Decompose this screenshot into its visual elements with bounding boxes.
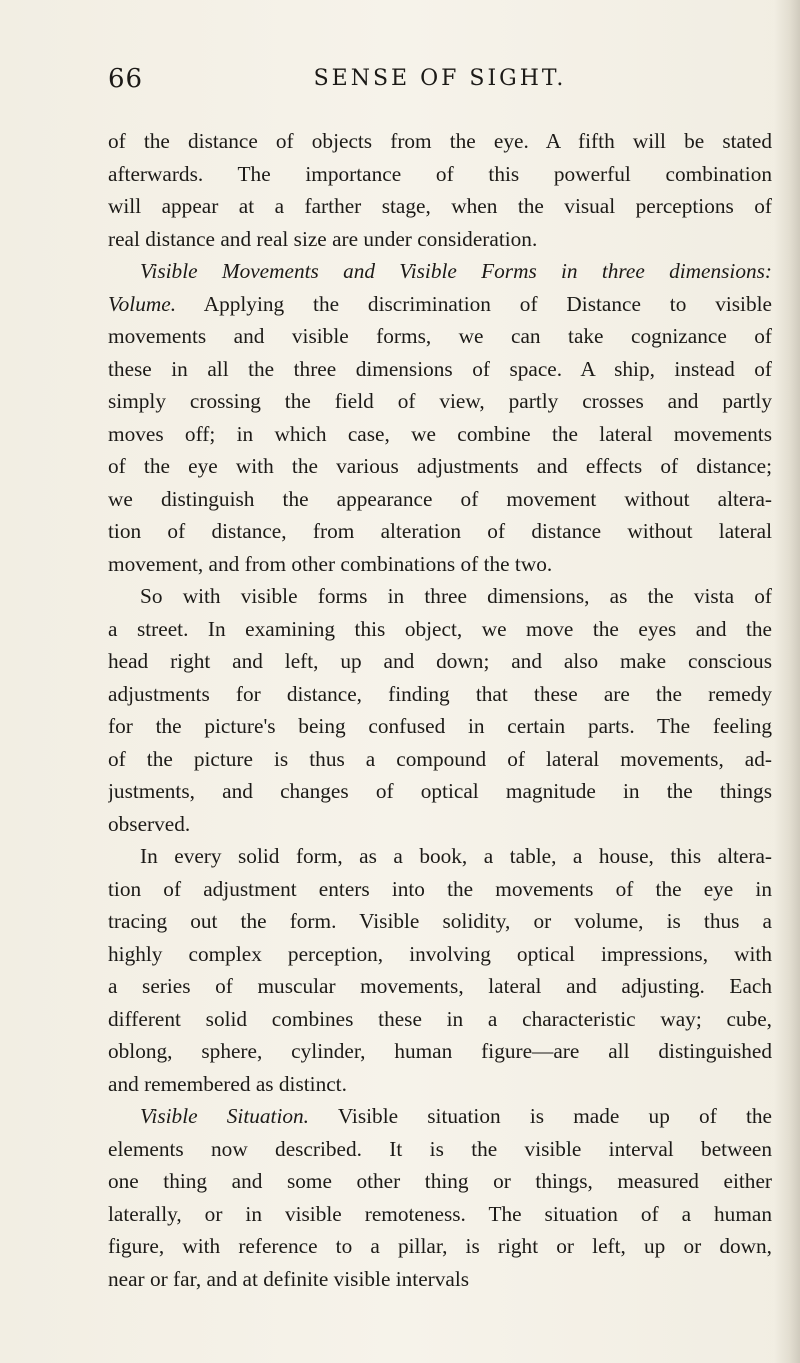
text-line <box>108 678 772 711</box>
text-line <box>108 873 772 906</box>
running-title: SENSE OF SIGHT. <box>313 66 567 91</box>
text-line <box>108 970 772 1003</box>
line-text: Applying the discrimination of Distance to visible <box>176 291 772 316</box>
line-text: one thing and some other thing or things, measured either <box>108 1169 772 1193</box>
page-number: 66 <box>108 64 144 94</box>
line-text: real distance and real size are under consideration. <box>108 226 538 251</box>
text-line <box>108 288 772 321</box>
text-line <box>108 353 772 386</box>
line-text: and remembered as distinct. <box>108 1071 347 1096</box>
text-line <box>108 320 772 353</box>
line-text: In every solid form, as a book, a table, a house, this altera- <box>140 844 772 868</box>
page-header <box>108 64 772 104</box>
line-text: adjustments for distance, finding that these are the remedy <box>108 681 772 706</box>
line-text: of the picture is thus a compound of lateral movements, ad- <box>108 746 772 771</box>
text-line <box>108 548 772 581</box>
text-line <box>108 905 772 938</box>
text-line <box>108 580 772 613</box>
line-text: simply crossing the field of view, partly crosses and partly <box>108 389 772 413</box>
text-line <box>108 840 772 873</box>
line-text: laterally, or in visible remoteness. The situation of a human <box>108 1201 772 1226</box>
line-text: will appear at a farther stage, when the visual perceptions of <box>108 194 772 218</box>
text-line <box>108 645 772 678</box>
line-text: oblong, sphere, cylinder, human figure—are all distinguished <box>108 1039 772 1063</box>
text-line <box>108 1263 772 1296</box>
text-line <box>108 1100 772 1133</box>
line-text: tracing out the form. Visible solidity, or volume, is thus a <box>108 909 772 933</box>
italic-heading: Visible Movements and Visible Forms in three dimensions: <box>140 259 772 283</box>
text-line <box>108 515 772 548</box>
line-text: figure, with reference to a pillar, is right or left, up or down, <box>108 1234 772 1258</box>
line-text: head right and left, up and down; and also make conscious <box>108 649 772 673</box>
text-line <box>108 1133 772 1166</box>
text-line <box>108 418 772 451</box>
text-line <box>108 158 772 191</box>
text-line <box>108 710 772 743</box>
page-edge-shadow <box>774 0 800 1363</box>
line-text: we distinguish the appearance of movement without altera- <box>108 486 772 511</box>
text-line <box>108 255 772 288</box>
line-text: observed. <box>108 811 191 836</box>
line-text: movement, and from other combinations of the two. <box>108 551 553 576</box>
text-line <box>108 775 772 808</box>
text-line <box>108 808 772 841</box>
line-text: tion of adjustment enters into the movements of the eye in <box>108 876 772 901</box>
line-text: for the picture's being confused in certain parts. The feeling <box>108 714 772 738</box>
line-text: afterwards. The importance of this powerful combination <box>108 161 772 186</box>
line-text: these in all the three dimensions of space. A ship, instead of <box>108 356 772 381</box>
text-line <box>108 125 772 158</box>
text-line <box>108 1198 772 1231</box>
line-text: of the distance of objects from the eye. A fifth will be stated <box>108 129 772 153</box>
line-text: tion of distance, from alteration of distance without lateral <box>108 519 772 543</box>
text-line <box>108 1003 772 1036</box>
text-line <box>108 450 772 483</box>
text-line <box>108 483 772 516</box>
text-line <box>108 743 772 776</box>
text-line <box>108 1230 772 1263</box>
text-line <box>108 938 772 971</box>
line-text: highly complex perception, involving optical impressions, with <box>108 941 772 966</box>
text-line <box>108 1165 772 1198</box>
body-text <box>108 125 772 1295</box>
text-line <box>108 613 772 646</box>
italic-heading: Volume. <box>108 291 177 316</box>
line-text: a series of muscular movements, lateral and adjusting. Each <box>108 974 772 998</box>
italic-heading: Visible Situation. <box>140 1104 310 1128</box>
text-line <box>108 385 772 418</box>
line-text: Visible situation is made up of the <box>309 1104 772 1128</box>
line-text: moves off; in which case, we combine the lateral movements <box>108 421 772 446</box>
text-line <box>108 1068 772 1101</box>
text-line <box>108 190 772 223</box>
line-text: different solid combines these in a characteristic way; cube, <box>108 1006 772 1031</box>
line-text: justments, and changes of optical magnitude in the things <box>108 779 772 803</box>
text-line <box>108 1035 772 1068</box>
line-text: So with visible forms in three dimensions, as the vista of <box>140 584 772 608</box>
line-text: movements and visible forms, we can take cognizance of <box>108 324 772 348</box>
line-text: near or far, and at definite visible intervals <box>108 1266 470 1291</box>
line-text: of the eye with the various adjustments and effects of distance; <box>108 454 772 478</box>
text-line <box>108 223 772 256</box>
line-text: elements now described. It is the visible interval between <box>108 1136 772 1161</box>
line-text: a street. In examining this object, we move the eyes and the <box>108 616 772 641</box>
